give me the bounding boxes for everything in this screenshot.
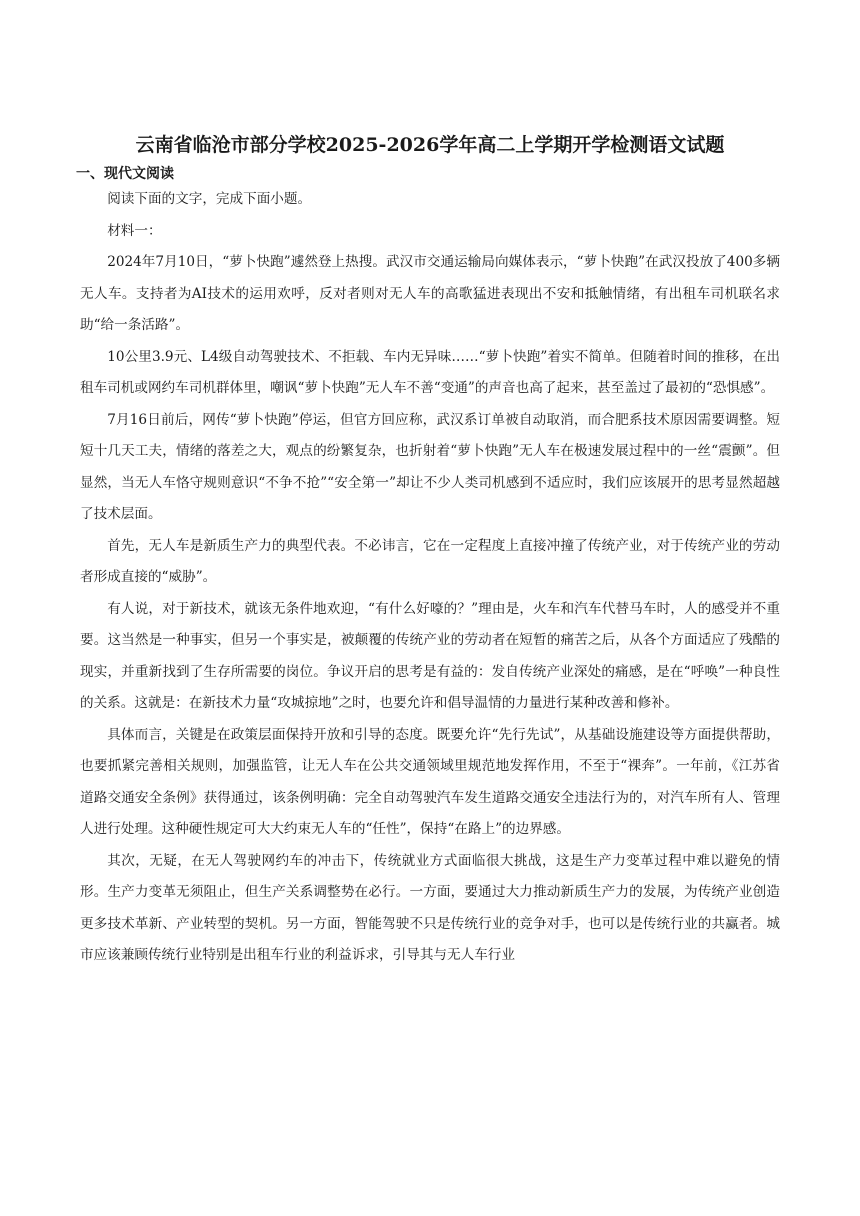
instruction-paragraph: 阅读下面的文字，完成下面小题。 bbox=[107, 191, 312, 207]
document-page bbox=[76, 130, 780, 972]
body-paragraph: 2024年7月10日，“萝卜快跑”遽然登上热搜。武汉市交通运输局向媒体表示，“萝卜快跑”在武汉投放了400多辆无人车。支持者为AI技术的运用欢呼，反对者则对无人车的高歌猛进表现出不安和抵触情绪，有出租车司机联名求助“给一条活路”。 bbox=[80, 254, 780, 333]
body-paragraph: 10公里3.9元、L4级自动驾驶技术、不拒载、车内无异味……“萝卜快跑”着实不简单。但随着时间的推移，在出租车司机或网约车司机群体里，嘲讽“萝卜快跑”无人车不善“变通”的声音也高了起来，甚至盖过了最初的“恐惧感”。 bbox=[80, 348, 780, 396]
body-paragraph: 具体而言，关键是在政策层面保持开放和引导的态度。既要允许“先行先试”，从基础设施建设等方面提供帮助，也要抓紧完善相关规则，加强监管，让无人车在公共交通领域里规范地发挥作用，不至于“裸奔”。一年前，《江苏省道路交通安全条例》获得通过，该条例明确：完全自动驾驶汽车发生道路交通安全违法行为的，对汽车所有人、管理人进行处理。这种硬性规定可大大约束无人车的“任性”，保持“在路上”的边界感。 bbox=[80, 726, 780, 837]
body-paragraph: 首先，无人车是新质生产力的典型代表。不必讳言，它在一定程度上直接冲撞了传统产业，对于传统产业的劳动者形成直接的“威胁”。 bbox=[80, 537, 780, 585]
page-title: 云南省临沧市部分学校2025-2026学年高二上学期开学检测语文试题 bbox=[135, 134, 725, 156]
body-paragraph: 7月16日前后，网传“萝卜快跑”停运，但官方回应称，武汉系订单被自动取消，而合肥系技术原因需要调整。短短十几天工夫，情绪的落差之大，观点的纷繁复杂，也折射着“萝卜快跑”无人车在极速发展过程中的一丝“震颤”。但显然，当无人车恪守规则意识“不争不抢”“安全第一”却让不少人类司机感到不适应时，我们应该展开的思考显然超越了技术层面。 bbox=[80, 411, 780, 522]
section-heading: 一、现代文阅读 bbox=[76, 166, 174, 182]
material-label: 材料一： bbox=[107, 222, 162, 239]
body-paragraph: 有人说，对于新技术，就该无条件地欢迎，“有什么好嚎的？”理由是，火车和汽车代替马车时，人的感受并不重要。这当然是一种事实，但另一个事实是，被颠覆的传统产业的劳动者在短暂的痛苦之后，从各个方面适应了残酷的现实，并重新找到了生存所需要的岗位。争议开启的思考是有益的：发自传统产业深处的痛感，是在“呼唤”一种良性的关系。这就是：在新技术力量“攻城掠地”之时，也要允许和倡导温情的力量进行某种改善和修补。 bbox=[80, 600, 780, 711]
body-paragraph: 其次，无疑，在无人驾驶网约车的冲击下，传统就业方式面临很大挑战，这是生产力变革过程中难以避免的情形。生产力变革无须阻止，但生产关系调整势在必行。一方面，要通过大力推动新质生产力的发展，为传统产业创造更多技术革新、产业转型的契机。另一方面，智能驾驶不只是传统行业的竞争对手，也可以是传统行业的共赢者。城市应该兼顾传统行业特别是出租车行业的利益诉求，引导其与无人车行业 bbox=[80, 852, 780, 963]
